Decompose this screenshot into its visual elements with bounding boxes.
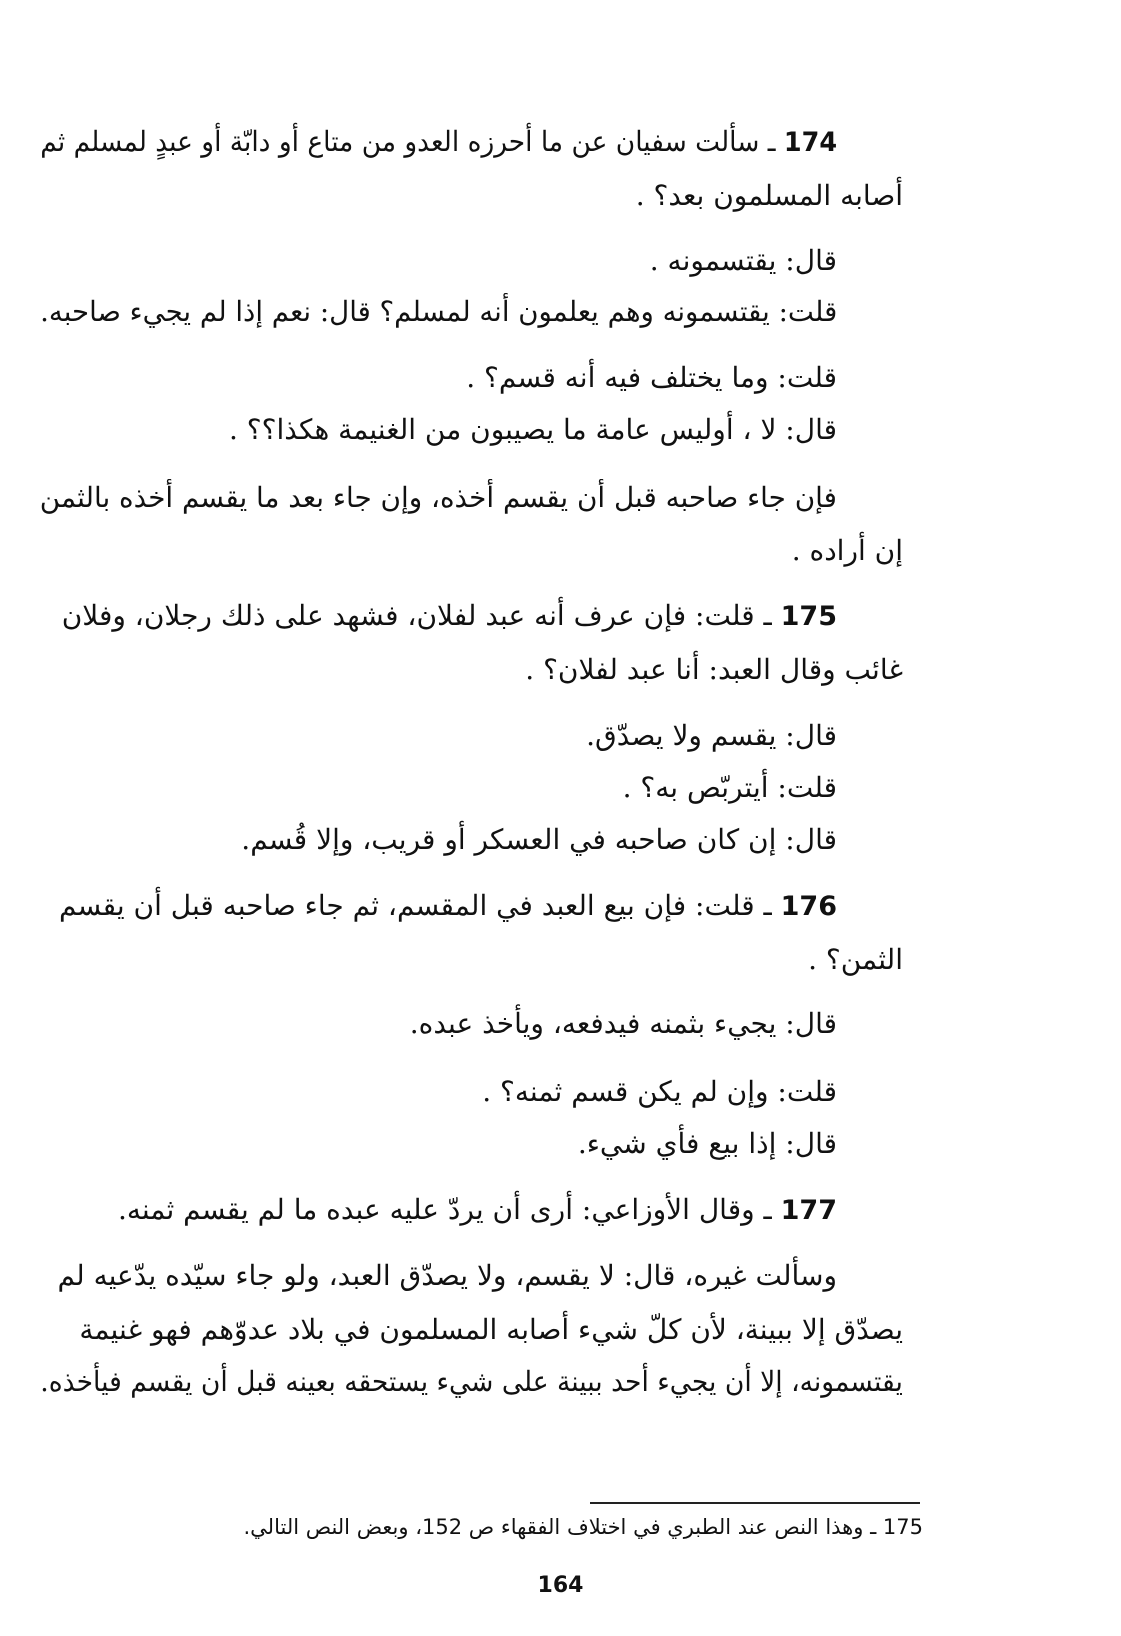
footnote-separator: [590, 1502, 920, 1504]
text-line: أصابه المسلمون بعد؟ .: [635, 179, 903, 212]
text-line: قلت: أيتربّص به؟ .: [622, 771, 837, 804]
text-line: وسألت غيره، قال: لا يقسم، ولا يصدّق العبد، ولو جاء سيّده يدّعيه لم: [57, 1259, 837, 1292]
line-text: ـ وقال الأوزاعي: أرى أن يردّ عليه عبده ما لم يقسم ثمنه.: [117, 1193, 781, 1226]
text-line: قال: يقسم ولا يصدّق.: [586, 719, 837, 752]
paragraph-number: 176: [780, 891, 837, 922]
paragraph-number: 177: [780, 1195, 837, 1226]
text-line: قال: يجيء بثمنه فيدفعه، ويأخذ عبده.: [409, 1007, 837, 1040]
text-line: قال: لا ، أوليس عامة ما يصيبون من الغنيمة هكذا؟؟ .: [228, 413, 837, 446]
footnote-number: 175: [882, 1515, 923, 1539]
line-text: ـ سألت سفيان عن ما أحرزه العدو من متاع أو دابّة أو عبدٍ لمسلم ثم: [40, 125, 784, 158]
text-line: [62, 596, 837, 637]
text-line: قال: يقتسمونه .: [649, 244, 837, 277]
paragraph-number: 174: [783, 127, 837, 158]
text-line: قال: إذا بيع فأي شيء.: [577, 1127, 837, 1160]
line-text: ـ قلت: فإن بيع العبد في المقسم، ثم جاء صاحبه قبل أن يقسم: [59, 889, 781, 922]
text-line: قلت: وما يختلف فيه أنه قسم؟ .: [466, 361, 837, 394]
text-line: غائب وقال العبد: أنا عبد لفلان؟ .: [525, 653, 903, 686]
footnote-text: ـ وهذا النص عند الطبري في اختلاف الفقهاء ص 152، وبعض النص التالي.: [243, 1515, 883, 1539]
page-number: 164: [537, 1573, 584, 1598]
text-line: فإن جاء صاحبه قبل أن يقسم أخذه، وإن جاء بعد ما يقسم أخذه بالثمن: [39, 481, 837, 514]
text-line: [59, 886, 837, 927]
text-line: الثمن؟ .: [808, 943, 903, 976]
line-text: ـ قلت: فإن عرف أنه عبد لفلان، فشهد على ذلك رجلان، وفلان: [61, 599, 781, 632]
text-line: قال: إن كان صاحبه في العسكر أو قريب، وإلا قُسم.: [241, 823, 837, 856]
footnote: [244, 1512, 924, 1542]
text-line: إن أراده .: [791, 534, 903, 567]
text-line: قلت: يقتسمونه وهم يعلمون أنه لمسلم؟ قال: نعم إذا لم يجيء صاحبه.: [39, 295, 837, 328]
text-line: [118, 1190, 837, 1231]
text-line: يصدّق إلا ببينة، لأن كلّ شيء أصابه المسلمون في بلاد عدوّهم فهو غنيمة: [79, 1313, 903, 1346]
text-line: قلت: وإن لم يكن قسم ثمنه؟ .: [482, 1075, 837, 1108]
text-line: يقتسمونه، إلا أن يجيء أحد ببينة على شيء يستحقه بعينه قبل أن يقسم فيأخذه.: [40, 1365, 903, 1398]
paragraph-number: 175: [780, 601, 837, 632]
text-line: [40, 122, 837, 163]
